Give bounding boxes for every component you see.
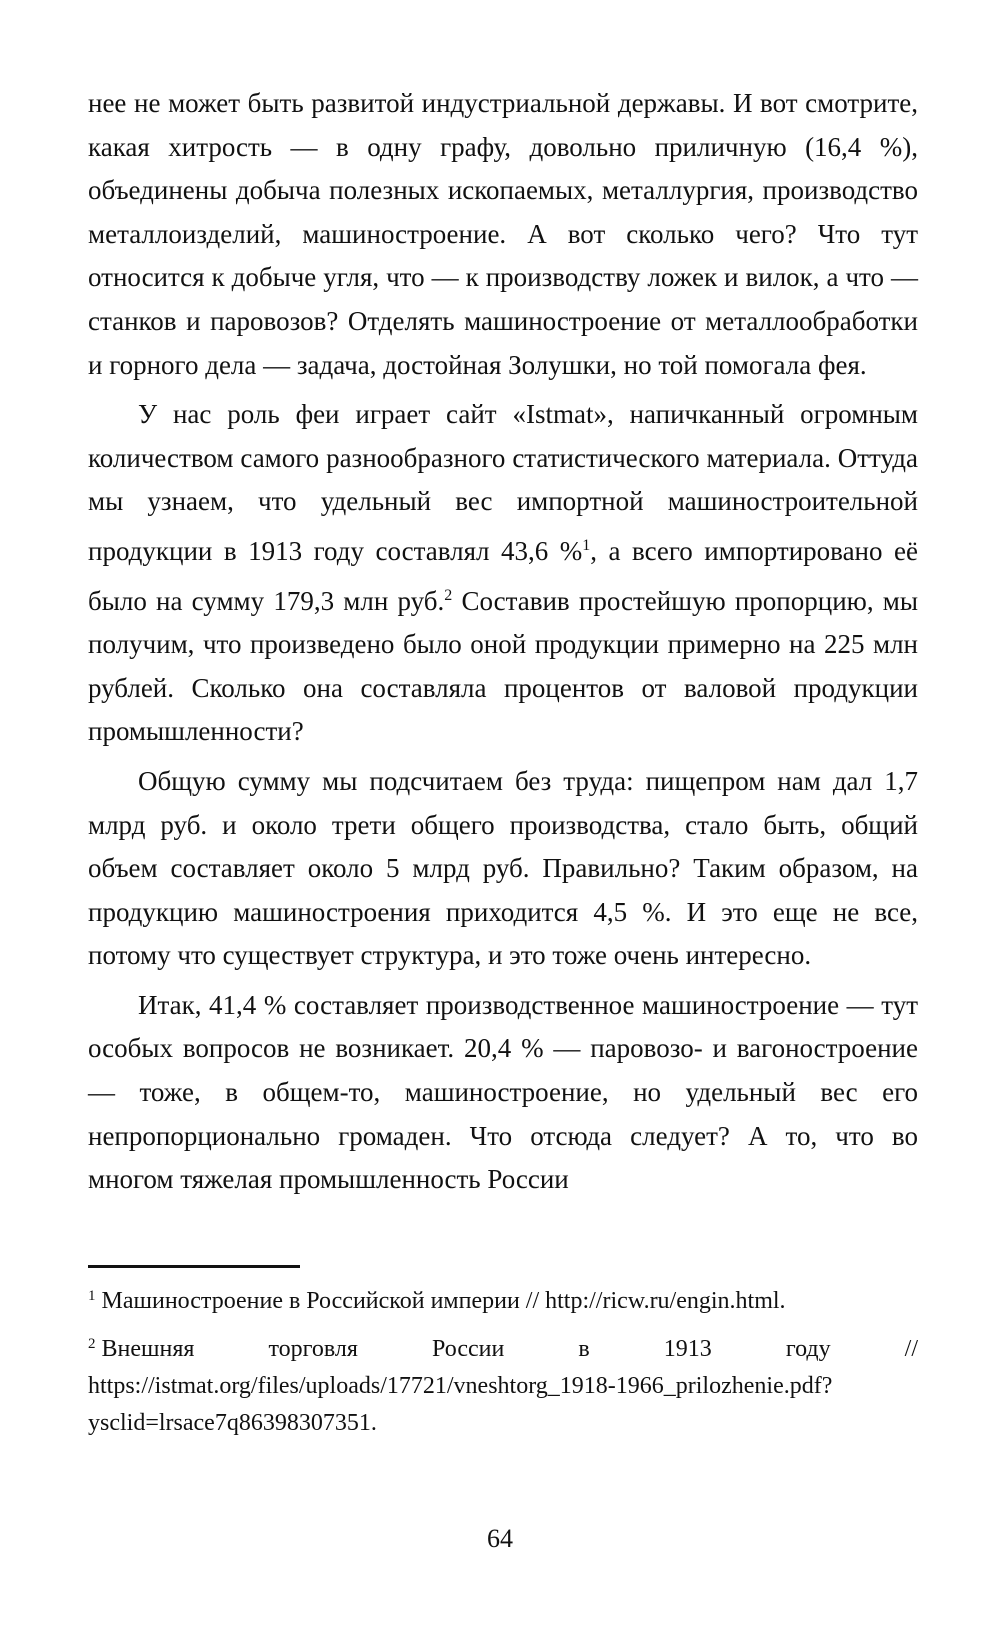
paragraph-2-part-a: У нас роль феи играет сайт «Istmat», напичканный огромным количеством самого разнообразного статистического материала. Оттуда мы узнаем, что удельный вес импортной машиностроительной продукции в 1913 году составлял 43,6 % <box>88 399 918 566</box>
page-body <box>88 82 918 1202</box>
paragraph-2-part-c: Составив простейшую пропорцию, мы получим, что произведено было оной продукции примерно на 225 млн рублей. Сколько она составляла процентов от валовой продукции промышленности? <box>88 585 919 747</box>
paragraph-4: Итак, 41,4 % составляет производственное машиностроение — тут особых вопросов не возникает. 20,4 % — паровозо- и вагоностроение — тоже, в общем-то, машиностроение, но удельный вес его непропорционально громаден. Что отсюда следует? А то, что во многом тяжелая промышленность России <box>88 989 918 1195</box>
footnotes-section <box>88 1278 918 1448</box>
footnote-ref-2[interactable]: 2 <box>444 586 453 604</box>
footnote-2-number: 2 <box>88 1336 96 1352</box>
footnote-1-text[interactable]: Машиностроение в Российской империи // http://ricw.ru/engin.html. <box>101 1288 786 1314</box>
paragraph-1: нее не может быть развитой индустриальной державы. И вот смотрите, какая хитрость — в одну графу, довольно приличную (16,4 %), объединены добыча полезных ископаемых, металлургия, производство металлоизделий, машиностроение. А вот сколько чего? Что тут относится к добыче угля, что — к производству ложек и вилок, а что — станков и паровозов? Отделять машиностроение от металлообработки и горного дела — задача, достойная Золушки, но той помогала фея. <box>88 88 918 380</box>
footnote-2-text[interactable]: Внешняя торговля России в 1913 году // https://istmat.org/files/uploads/17721/vneshtorg_1918-1966_prilozhenie.pdf?ysclid=lrsace7q86398307351. <box>88 1336 918 1436</box>
paragraph-3: Общую сумму мы подсчитаем без труда: пищепром нам дал 1,7 млрд руб. и около трети общего производства, стало быть, общий объем составляет около 5 млрд руб. Правильно? Таким образом, на продукцию машиностроения приходится 4,5 %. И это еще не все, потому что существует структура, и это тоже очень интересно. <box>88 765 918 971</box>
footnote-2 <box>88 1326 918 1442</box>
footnote-ref-1[interactable]: 1 <box>582 536 591 554</box>
paragraph-2 <box>88 393 918 754</box>
paragraph-2-part-b: , а всего импортировано её было на сумму 179,3 млн руб. <box>88 535 918 616</box>
footnote-1-number: 1 <box>88 1288 96 1304</box>
footnote-1 <box>88 1278 918 1320</box>
page-number: 64 <box>487 1524 513 1553</box>
footnote-separator <box>88 1265 300 1268</box>
